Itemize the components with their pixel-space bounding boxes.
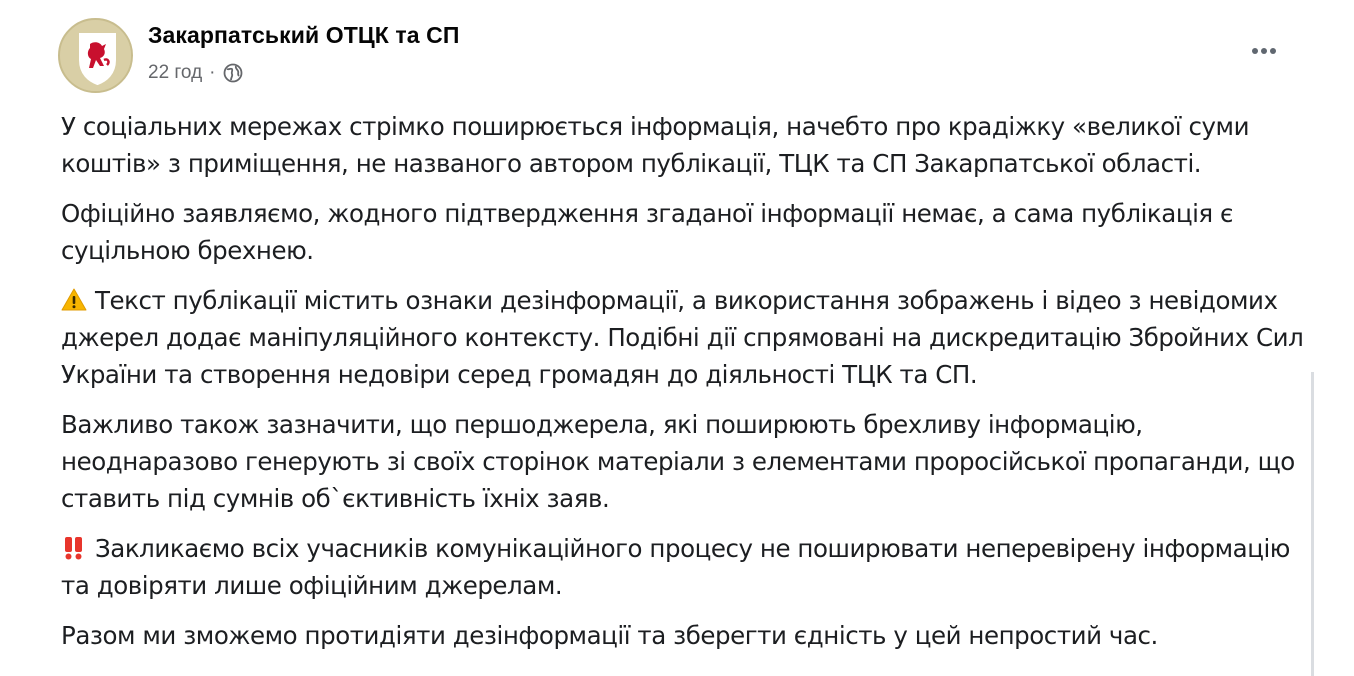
meta-separator: ·: [209, 62, 216, 83]
globe-icon[interactable]: [223, 63, 243, 83]
more-dot: [1252, 48, 1258, 54]
warning-emoji-icon: [61, 288, 87, 312]
page-name-link[interactable]: Закарпатський ОТЦК та СП: [148, 22, 460, 48]
post-paragraph: Важливо також зазначити, що першоджерела, які поширюють брехливу інформацію, неоднаразово генерують зі своїх сторінок матеріали з елементами проросійської пропаганди, що ставить під сумнів об`єктивність їхніх заяв.: [61, 410, 1295, 513]
post-paragraph: Офіційно заявляємо, жодного підтвердження згаданої інформації немає, а сама публікація є суцільною брехнею.: [61, 199, 1234, 265]
unit-emblem-icon: [60, 20, 133, 93]
post-paragraph-warning: [61, 282, 1311, 393]
post-timestamp-link[interactable]: 22 год: [148, 62, 203, 83]
post-meta: [148, 62, 243, 84]
double-exclamation-icon: [61, 536, 87, 560]
warning-paragraph-text: Текст публікації містить ознаки дезінформації, а використання зображень і відео з невідомих джерел додає маніпуляційного контексту. Подібні дії спрямовані на дискредитацію Збройних Сил України та створення недовіри серед громадян до діяльності ТЦК та СП.: [61, 286, 1304, 389]
more-dot: [1270, 48, 1276, 54]
page-avatar[interactable]: [58, 18, 133, 93]
post-paragraph-alert: [61, 530, 1311, 604]
scrollbar[interactable]: [1311, 372, 1314, 676]
post-paragraph: У соціальних мережах стрімко поширюється інформація, начебто про крадіжку «великої суми коштів» з приміщення, не названого автором публікації, ТЦК та СП Закарпатської області.: [61, 112, 1250, 178]
post-body: [61, 108, 1311, 667]
alert-paragraph-text: Закликаємо всіх учасників комунікаційного процесу не поширювати неперевірену інформацію та довіряти лише офіційним джерелам.: [61, 534, 1290, 600]
more-options-button[interactable]: [1246, 36, 1282, 66]
more-dot: [1261, 48, 1267, 54]
post-paragraph: Разом ми зможемо протидіяти дезінформації та зберегти єдність у цей непростий час.: [61, 621, 1158, 650]
